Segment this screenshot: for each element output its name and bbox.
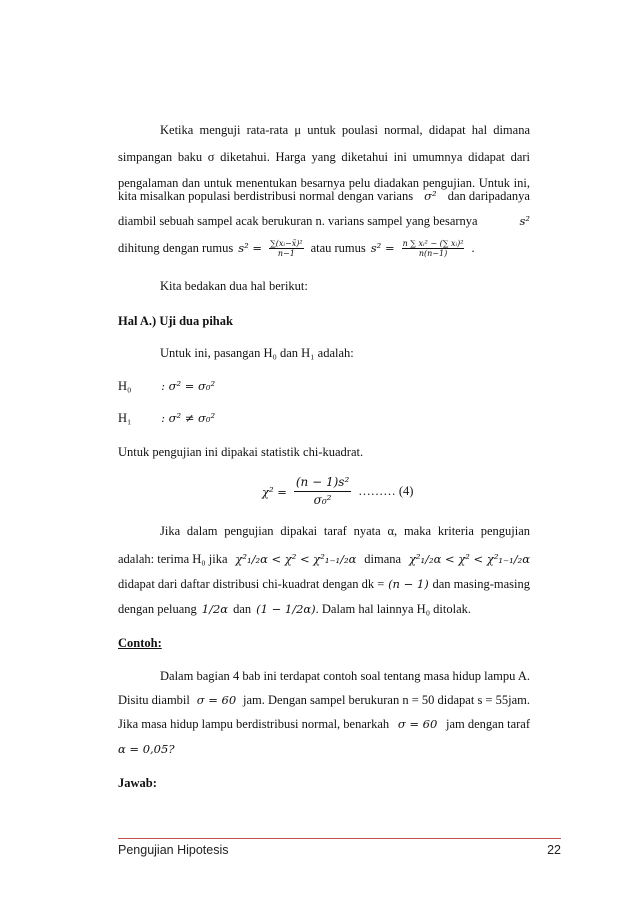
math-critical-interval: χ²₁/₂α < χ² < χ²₁₋₁/₂α	[235, 552, 357, 566]
paragraph-line: Ketika menguji rata-rata μ untuk poulasi normal, didapat hal dimana	[160, 123, 530, 137]
fraction-numerator: ∑(xᵢ−x̄)²	[270, 238, 303, 248]
text: Jika masa hidup lampu berdistribusi normal, benarkah	[118, 717, 390, 731]
math-sigma-value: σ = 60	[397, 717, 438, 731]
section-heading: Hal A.) Uji dua pihak	[118, 314, 233, 328]
fraction-denominator: n(n−1)	[418, 248, 448, 258]
equation-fraction	[294, 474, 351, 509]
text: diambil sebuah sampel acak berukuran n. varians sampel yang besarnya	[118, 214, 478, 228]
text: dengan peluang	[118, 602, 197, 616]
text: Disitu diambil	[118, 693, 190, 707]
text: dimana	[364, 552, 402, 566]
paragraph-line	[118, 213, 530, 229]
paragraph-line: simpangan baku σ diketahui. Harga yang diketahui ini umumnya didapat dari	[118, 150, 530, 164]
paragraph-line	[118, 188, 530, 204]
hypothesis-h0	[118, 378, 530, 394]
paragraph-line: Untuk pengujian ini dipakai statistik chi-kuadrat.	[118, 445, 364, 459]
equation-lhs: χ² =	[262, 484, 287, 499]
math-s-squared-eq: s² =	[238, 241, 263, 255]
paragraph-line	[118, 692, 530, 708]
fraction-denominator: n−1	[277, 248, 295, 258]
section-heading: Contoh:	[118, 636, 162, 650]
footer-rule	[118, 838, 561, 839]
text: jam. Dengan sampel berukuran n = 50 didapat s = 55jam.	[243, 693, 530, 707]
text: adalah: terima H₀ jika	[118, 552, 228, 566]
math-critical-interval: χ²₁/₂α < χ² < χ²₁₋₁/₂α	[408, 552, 530, 566]
text: dan	[233, 602, 252, 616]
text: dan masing-masing	[432, 577, 530, 591]
hypothesis-expression: : σ² = σ₀²	[161, 379, 216, 393]
text: dihitung dengan rumus	[118, 241, 234, 255]
hypothesis-label: H₀	[118, 379, 132, 393]
text: dan daripadanya	[447, 189, 530, 203]
fraction-denominator: σ₀²	[313, 493, 332, 507]
paragraph-line	[118, 551, 530, 567]
paragraph-line	[118, 235, 530, 261]
hypothesis-expression: : σ² ≠ σ₀²	[161, 411, 216, 425]
page-number: 22	[547, 843, 561, 857]
text: atau rumus	[310, 241, 366, 255]
paragraph-line	[118, 716, 530, 732]
variance-formula-2	[402, 239, 465, 258]
fraction-numerator: (n − 1)s²	[294, 474, 351, 492]
math-probability: (1 − 1/2α)	[256, 602, 316, 616]
paragraph-line: Jika dalam pengujian dipakai taraf nyata α, maka kriteria pengujian	[160, 524, 530, 538]
paragraph-line: Kita bedakan dua hal berikut:	[160, 279, 308, 293]
math-alpha-value: α = 0,05?	[118, 742, 175, 756]
section-heading: Jawab:	[118, 776, 157, 790]
text: .	[471, 241, 475, 255]
paragraph-line	[118, 741, 530, 757]
fraction-numerator: n ∑ xᵢ² − (∑ xᵢ)²	[402, 238, 464, 248]
math-sigma-squared: σ²	[424, 189, 437, 203]
equation-4	[262, 474, 413, 509]
math-probability: 1/2α	[201, 602, 229, 616]
paragraph-line: Dalam bagian 4 bab ini terdapat contoh soal tentang masa hidup lampu A.	[160, 669, 530, 683]
math-s-squared-eq: s² =	[370, 241, 395, 255]
paragraph-line	[118, 576, 530, 592]
text: didapat dari daftar distribusi chi-kuadrat dengan dk =	[118, 577, 385, 591]
variance-formula-1	[269, 239, 304, 258]
paragraph-line: pengalaman dan untuk menentukan besarnya pelu diadakan pengujian. Untuk ini,	[118, 176, 530, 190]
hypothesis-h1	[118, 410, 530, 426]
math-degrees-of-freedom: (n − 1)	[388, 577, 429, 591]
paragraph-line: Untuk ini, pasangan H₀ dan H₁ adalah:	[160, 346, 354, 360]
hypothesis-label: H₁	[118, 411, 132, 425]
footer-title: Pengujian Hipotesis	[118, 843, 229, 857]
equation-number: ……… (4)	[358, 484, 414, 498]
text: kita misalkan populasi berdistribusi normal dengan varians	[118, 189, 414, 203]
text: . Dalam hal lainnya H₀ ditolak.	[315, 602, 472, 616]
math-s-squared: s²	[519, 214, 530, 228]
math-sigma-value: σ = 60	[196, 693, 237, 707]
paragraph-line	[118, 601, 530, 617]
text: jam dengan taraf	[446, 717, 530, 731]
